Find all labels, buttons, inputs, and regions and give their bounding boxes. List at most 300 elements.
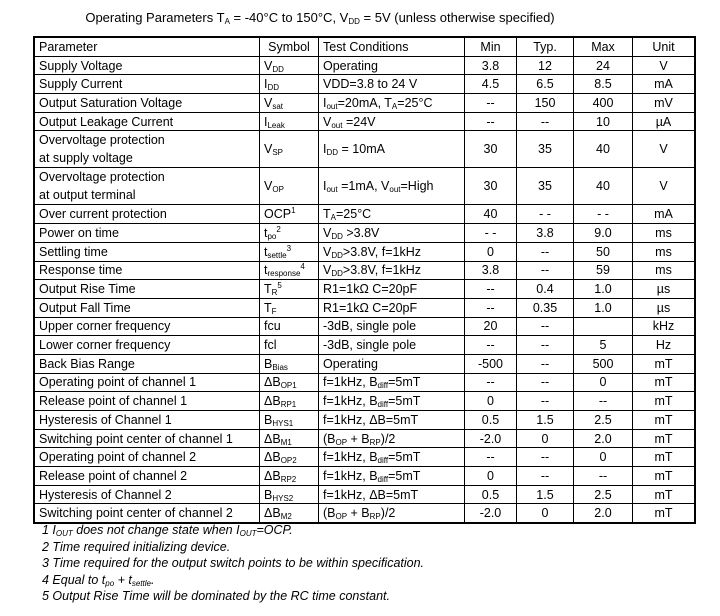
text-segment: fcl — [264, 338, 277, 353]
subscript: RP1 — [280, 400, 297, 410]
parameter-cell — [34, 94, 260, 113]
typ-cell: -- — [517, 112, 574, 131]
min-cell: 40 — [465, 205, 517, 224]
test-conditions-cell — [319, 354, 465, 373]
min-cell: -2.0 — [465, 504, 517, 523]
max-cell: - - — [574, 205, 633, 224]
symbol-cell — [260, 336, 319, 355]
table-row — [34, 485, 695, 504]
parameter-cell — [34, 280, 260, 299]
parameter-cell — [34, 168, 260, 205]
subscript: OP — [272, 185, 284, 195]
text-segment: f=1kHz, B — [323, 468, 378, 483]
test-conditions-cell — [319, 336, 465, 355]
text-segment: 4 Equal to t — [42, 572, 106, 587]
symbol-cell — [260, 261, 319, 280]
test-conditions-cell — [319, 94, 465, 113]
min-cell: 0 — [465, 467, 517, 486]
parameter-line: Response time — [39, 263, 123, 278]
header-max: Max — [574, 37, 633, 56]
typ-cell: -- — [517, 392, 574, 411]
unit-cell: mT — [633, 485, 696, 504]
table-row — [34, 354, 695, 373]
subscript: out — [326, 101, 338, 111]
text-segment: Operating — [323, 356, 378, 371]
subscript: response — [267, 269, 301, 279]
max-cell: 10 — [574, 112, 633, 131]
text-segment: 2 Time required initializing device. — [42, 539, 231, 554]
table-row — [34, 467, 695, 486]
min-cell: -- — [465, 373, 517, 392]
text-segment: (B — [323, 431, 336, 446]
min-cell: 0.5 — [465, 485, 517, 504]
text-segment: =5mT — [388, 450, 421, 465]
min-cell: 30 — [465, 168, 517, 205]
text-segment: V — [323, 225, 332, 240]
superscript: 5 — [277, 281, 282, 291]
symbol-cell — [260, 429, 319, 448]
text-segment: =1mA, V — [337, 179, 390, 194]
text-segment: 1 I — [42, 523, 56, 537]
typ-cell: 35 — [517, 131, 574, 168]
subscript: po — [267, 231, 277, 241]
typ-cell: -- — [517, 317, 574, 336]
text-segment: ΔB — [264, 450, 281, 465]
unit-cell: mT — [633, 392, 696, 411]
table-header-row — [34, 37, 695, 56]
subscript: SP — [272, 148, 284, 158]
test-conditions-cell — [319, 448, 465, 467]
text-segment: (B — [323, 506, 336, 521]
subscript: HYS1 — [272, 418, 294, 428]
text-segment: V — [264, 179, 273, 194]
subscript: DD — [272, 64, 284, 74]
test-conditions-cell — [319, 56, 465, 75]
text-segment: V — [323, 114, 332, 129]
text-segment: =5mT — [388, 468, 421, 483]
text-segment: t — [264, 225, 268, 240]
test-conditions-cell — [319, 112, 465, 131]
superscript: 2 — [276, 224, 281, 234]
symbol-cell — [260, 94, 319, 113]
text-segment: =5mT — [388, 394, 421, 409]
unit-cell: mT — [633, 373, 696, 392]
text-segment: f=1kHz, B — [323, 394, 378, 409]
table-row — [34, 242, 695, 261]
subscript: diff — [377, 474, 389, 484]
text-segment: + t — [114, 572, 132, 587]
max-cell: 400 — [574, 94, 633, 113]
max-cell: 2.0 — [574, 429, 633, 448]
max-cell: 8.5 — [574, 75, 633, 94]
text-segment: B — [264, 356, 273, 371]
parameter-cell — [34, 448, 260, 467]
table-row — [34, 75, 695, 94]
symbol-cell — [260, 392, 319, 411]
max-cell: 50 — [574, 242, 633, 261]
test-conditions-cell — [319, 280, 465, 299]
unit-cell: mT — [633, 354, 696, 373]
unit-cell: mA — [633, 75, 696, 94]
text-segment: V — [264, 95, 273, 110]
text-segment: VDD=3.8 to 24 V — [323, 77, 418, 92]
subscript: OP — [335, 512, 348, 522]
typ-cell: 0 — [517, 504, 574, 523]
subscript: A — [391, 101, 398, 111]
max-cell: 5 — [574, 336, 633, 355]
symbol-cell — [260, 504, 319, 523]
min-cell: -- — [465, 448, 517, 467]
subscript: RP — [369, 512, 381, 522]
parameter-cell — [34, 224, 260, 243]
max-cell: 2.5 — [574, 485, 633, 504]
min-cell: 0.5 — [465, 411, 517, 430]
text-segment: f=1kHz, ΔB=5mT — [323, 412, 419, 427]
text-segment: >3.8V — [342, 225, 380, 240]
footnote — [42, 555, 424, 572]
table-row — [34, 392, 695, 411]
unit-cell: Hz — [633, 336, 696, 355]
operating-parameters-table — [33, 36, 696, 524]
parameter-line: Release point of channel 2 — [39, 468, 188, 483]
unit-cell: ms — [633, 242, 696, 261]
max-cell: 500 — [574, 354, 633, 373]
typ-cell: 12 — [517, 56, 574, 75]
superscript: 3 — [286, 243, 292, 253]
symbol-cell — [260, 298, 319, 317]
symbol-cell — [260, 242, 319, 261]
footnote — [42, 522, 424, 539]
parameter-line: Settling time — [39, 244, 108, 259]
unit-cell: V — [633, 56, 696, 75]
test-conditions-cell — [319, 224, 465, 243]
parameter-line: Upper corner frequency — [39, 319, 171, 334]
table-row — [34, 205, 695, 224]
subscript: A — [224, 17, 230, 26]
typ-cell: -- — [517, 336, 574, 355]
subscript: M2 — [280, 512, 292, 522]
min-cell: -- — [465, 280, 517, 299]
unit-cell: kHz — [633, 317, 696, 336]
subscript: F — [271, 306, 277, 316]
text-segment: T — [264, 300, 272, 315]
subscript: out — [326, 185, 338, 195]
parameter-line: Operating point of channel 2 — [39, 450, 197, 465]
symbol-cell — [260, 485, 319, 504]
max-cell: 0 — [574, 448, 633, 467]
max-cell: 0 — [574, 373, 633, 392]
text-segment: fcu — [264, 319, 281, 334]
test-conditions-cell — [319, 298, 465, 317]
text-segment: 3 Time required for the output switch points to be within specification. — [42, 556, 425, 571]
header-unit: Unit — [633, 37, 696, 56]
typ-cell: 6.5 — [517, 75, 574, 94]
max-cell: 59 — [574, 261, 633, 280]
subscript: diff — [377, 456, 389, 466]
text-segment: V — [323, 263, 332, 278]
max-cell: 40 — [574, 168, 633, 205]
text-segment: V — [323, 244, 332, 259]
unit-cell: mT — [633, 411, 696, 430]
parameter-cell — [34, 242, 260, 261]
footnotes — [42, 522, 424, 605]
text-segment: + B — [347, 506, 370, 521]
unit-cell: µs — [633, 298, 696, 317]
parameter-cell — [34, 56, 260, 75]
parameter-line: Back Bias Range — [39, 356, 135, 371]
min-cell: -- — [465, 336, 517, 355]
test-conditions-cell — [319, 242, 465, 261]
table-row — [34, 448, 695, 467]
test-conditions-cell — [319, 467, 465, 486]
text-segment: ΔB — [264, 506, 281, 521]
text-segment: V — [264, 58, 273, 73]
parameter-cell — [34, 485, 260, 504]
parameter-cell — [34, 429, 260, 448]
min-cell: 30 — [465, 131, 517, 168]
max-cell: 9.0 — [574, 224, 633, 243]
subscript: sat — [272, 101, 284, 111]
subscript: diff — [377, 400, 389, 410]
text-segment: T — [323, 207, 331, 222]
typ-cell: -- — [517, 373, 574, 392]
table-title — [0, 10, 640, 25]
unit-cell: V — [633, 168, 696, 205]
text-segment: R1=1kΩ C=20pF — [323, 300, 418, 315]
symbol-cell — [260, 205, 319, 224]
max-cell: 2.5 — [574, 411, 633, 430]
parameter-cell — [34, 467, 260, 486]
table-row — [34, 94, 695, 113]
table-row — [34, 429, 695, 448]
subscript: DD — [348, 17, 360, 26]
text-segment: )/2 — [380, 506, 396, 521]
text-segment: ΔB — [264, 394, 281, 409]
text-segment: T — [264, 282, 272, 297]
text-segment: >3.8V, f=1kHz — [342, 244, 421, 259]
text-segment: Operating — [323, 58, 378, 73]
parameter-line: Output Fall Time — [39, 300, 131, 315]
test-conditions-cell — [319, 131, 465, 168]
subscript: OP1 — [280, 381, 297, 391]
table-row — [34, 373, 695, 392]
typ-cell: 35 — [517, 168, 574, 205]
parameter-line: Output Leakage Current — [39, 114, 174, 129]
min-cell: 0 — [465, 242, 517, 261]
test-conditions-cell — [319, 205, 465, 224]
text-segment: t — [264, 263, 268, 278]
parameter-cell — [34, 504, 260, 523]
table-row — [34, 280, 695, 299]
parameter-line: Power on time — [39, 225, 119, 240]
text-segment: I — [323, 142, 327, 157]
text-segment: I — [264, 114, 268, 129]
text-segment: ΔB — [264, 375, 281, 390]
table-row — [34, 112, 695, 131]
typ-cell: 1.5 — [517, 485, 574, 504]
test-conditions-cell — [319, 429, 465, 448]
test-conditions-cell — [319, 485, 465, 504]
subscript: po — [105, 578, 115, 588]
table-row — [34, 224, 695, 243]
text-segment: Operating Parameters T — [85, 10, 225, 25]
symbol-cell — [260, 131, 319, 168]
unit-cell: mT — [633, 448, 696, 467]
text-segment: f=1kHz, B — [323, 375, 378, 390]
parameter-cell — [34, 261, 260, 280]
text-segment: OCP — [264, 207, 292, 222]
max-cell: 1.0 — [574, 298, 633, 317]
max-cell: -- — [574, 392, 633, 411]
text-segment: ΔB — [264, 431, 281, 446]
subscript: M1 — [280, 437, 292, 447]
subscript: OUT — [239, 529, 257, 538]
test-conditions-cell — [319, 411, 465, 430]
text-segment: =High — [400, 179, 434, 194]
typ-cell: 0.4 — [517, 280, 574, 299]
max-cell: 1.0 — [574, 280, 633, 299]
unit-cell: mT — [633, 467, 696, 486]
subscript: DD — [331, 250, 343, 260]
max-cell — [574, 317, 633, 336]
text-segment: B — [264, 487, 273, 502]
max-cell: 40 — [574, 131, 633, 168]
typ-cell: -- — [517, 242, 574, 261]
text-segment: ΔB — [264, 468, 281, 483]
parameter-cell — [34, 112, 260, 131]
text-segment: =5mT — [388, 375, 421, 390]
typ-cell: - - — [517, 205, 574, 224]
subscript: HYS2 — [272, 493, 294, 503]
max-cell: -- — [574, 467, 633, 486]
symbol-cell — [260, 112, 319, 131]
typ-cell: -- — [517, 354, 574, 373]
symbol-cell — [260, 373, 319, 392]
unit-cell: ms — [633, 224, 696, 243]
parameter-cell — [34, 205, 260, 224]
text-segment: = 5V (unless otherwise specified) — [359, 10, 555, 25]
text-segment: does not change state when I — [72, 523, 240, 537]
text-segment: B — [264, 412, 273, 427]
parameter-cell — [34, 411, 260, 430]
symbol-cell — [260, 168, 319, 205]
text-segment: 5 Output Rise Time will be dominated by the RC time constant. — [42, 589, 390, 604]
test-conditions-cell — [319, 168, 465, 205]
symbol-cell — [260, 354, 319, 373]
footnote — [42, 539, 424, 556]
parameter-line: Supply Voltage — [39, 58, 123, 73]
unit-cell: mT — [633, 429, 696, 448]
typ-cell: 0.35 — [517, 298, 574, 317]
typ-cell: 3.8 — [517, 224, 574, 243]
text-segment: =25°C — [397, 95, 433, 110]
min-cell: 0 — [465, 392, 517, 411]
test-conditions-cell — [319, 504, 465, 523]
text-segment: + B — [347, 431, 370, 446]
text-segment: R1=1kΩ C=20pF — [323, 282, 418, 297]
min-cell: 3.8 — [465, 261, 517, 280]
test-conditions-cell — [319, 392, 465, 411]
subscript: diff — [377, 381, 389, 391]
parameter-cell — [34, 354, 260, 373]
subscript: OUT — [55, 529, 73, 538]
text-segment: =24V — [342, 114, 376, 129]
symbol-cell — [260, 56, 319, 75]
min-cell: 4.5 — [465, 75, 517, 94]
parameter-cell — [34, 392, 260, 411]
table-row — [34, 411, 695, 430]
unit-cell: µs — [633, 280, 696, 299]
min-cell: 3.8 — [465, 56, 517, 75]
parameter-line: Switching point center of channel 1 — [39, 431, 233, 446]
text-segment: I — [323, 179, 327, 194]
symbol-cell — [260, 75, 319, 94]
text-segment: -3dB, single pole — [323, 338, 417, 353]
unit-cell: µA — [633, 112, 696, 131]
text-segment: =OCP. — [256, 523, 293, 537]
parameter-line: Lower corner frequency — [39, 338, 171, 353]
test-conditions-cell — [319, 261, 465, 280]
subscript: settle — [267, 250, 287, 260]
subscript: out — [389, 185, 401, 195]
subscript: out — [331, 120, 343, 130]
parameter-line: Supply Current — [39, 77, 123, 92]
parameter-line: Over current protection — [39, 207, 167, 222]
text-segment: f=1kHz, B — [323, 450, 378, 465]
max-cell: 2.0 — [574, 504, 633, 523]
min-cell: -- — [465, 94, 517, 113]
parameter-line: Overvoltage protection — [39, 170, 165, 185]
subscript: A — [330, 213, 336, 223]
subscript: DD — [331, 269, 343, 279]
parameter-line: Switching point center of channel 2 — [39, 506, 233, 521]
subscript: OP — [335, 437, 348, 447]
table-row — [34, 298, 695, 317]
symbol-cell — [260, 448, 319, 467]
table-row — [34, 504, 695, 523]
parameter-cell — [34, 298, 260, 317]
superscript: 4 — [300, 262, 305, 272]
unit-cell: mT — [633, 504, 696, 523]
footnote — [42, 572, 424, 589]
min-cell: 20 — [465, 317, 517, 336]
text-segment: I — [264, 77, 268, 92]
symbol-cell — [260, 224, 319, 243]
parameter-cell — [34, 373, 260, 392]
parameter-cell — [34, 317, 260, 336]
parameter-line: Output Saturation Voltage — [39, 95, 183, 110]
header-parameter: Parameter — [34, 37, 260, 56]
text-segment: >3.8V, f=1kHz — [342, 263, 421, 278]
subscript: R — [271, 288, 278, 298]
table-row — [34, 317, 695, 336]
parameter-line: Overvoltage protection — [39, 133, 165, 148]
min-cell: -2.0 — [465, 429, 517, 448]
parameter-line: Operating point of channel 1 — [39, 375, 197, 390]
parameter-cell — [34, 131, 260, 168]
test-conditions-cell — [319, 75, 465, 94]
symbol-cell — [260, 411, 319, 430]
text-segment: I — [323, 95, 327, 110]
typ-cell: -- — [517, 467, 574, 486]
subscript: settle — [131, 578, 151, 588]
min-cell: -- — [465, 298, 517, 317]
parameter-line: at output terminal — [39, 188, 136, 203]
test-conditions-cell — [319, 373, 465, 392]
test-conditions-cell — [319, 317, 465, 336]
min-cell: -- — [465, 112, 517, 131]
parameter-line: Hysteresis of Channel 1 — [39, 412, 172, 427]
